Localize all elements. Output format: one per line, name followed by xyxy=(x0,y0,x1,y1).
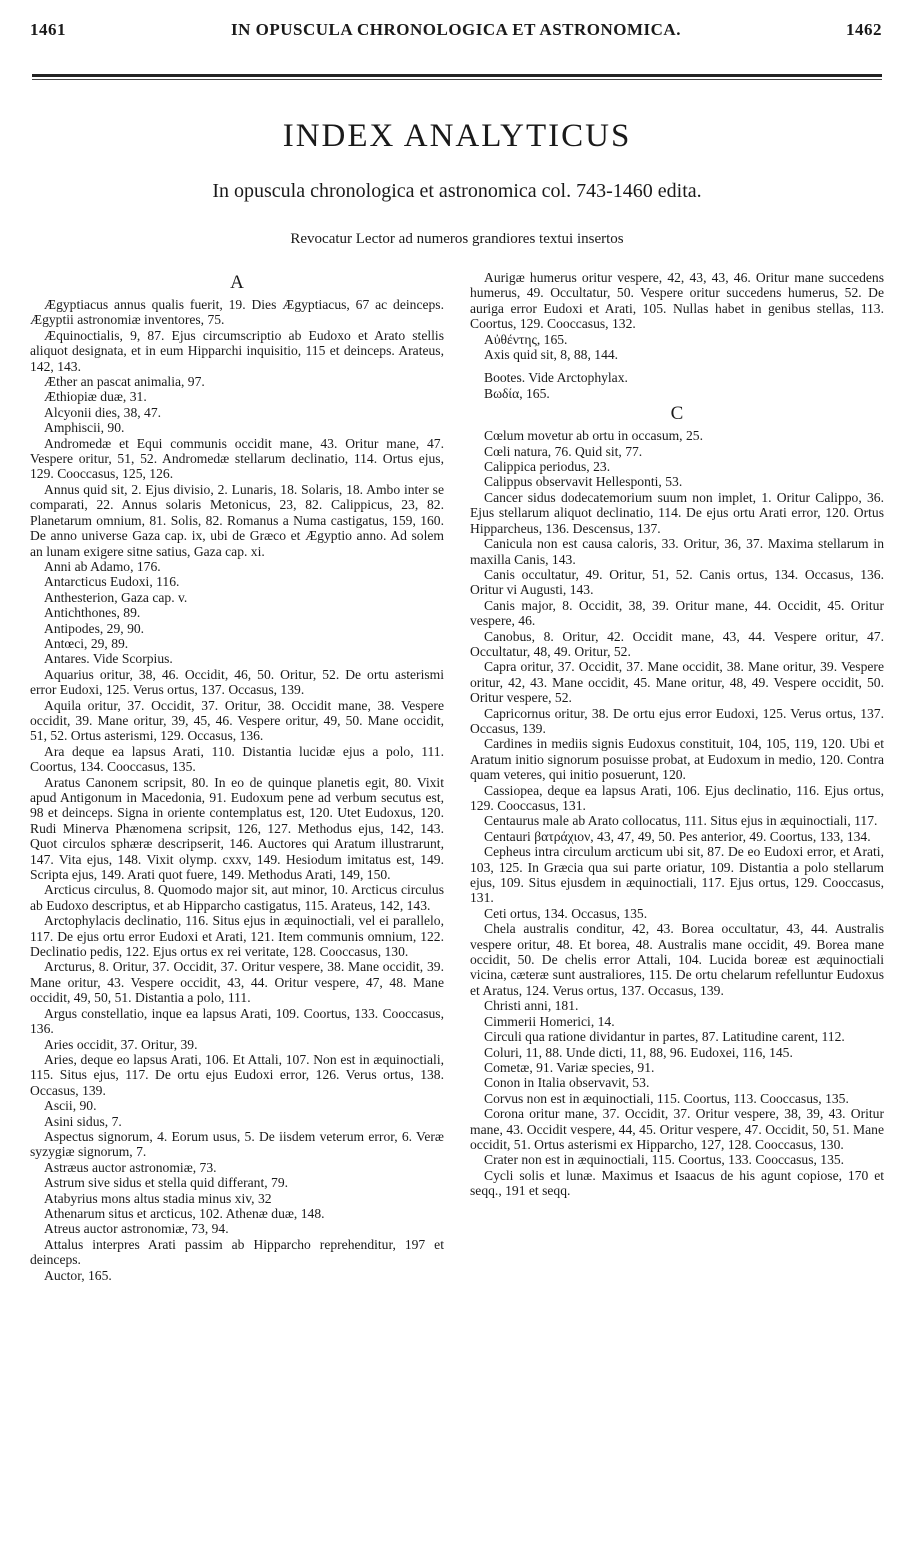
index-entry: Antares. Vide Scorpius. xyxy=(44,651,173,667)
index-entry: Aratus Canonem scripsit, 80. In eo de quinque planetis egit, 80. Vixit apud Antigonum in Macedonia, 91. Eudoxum pene ad verbum secutus est, 98 et deinceps. Signa in oriente contemplatus est, 120. Utet Eudoxus, 120. Rudi Minerva Phænomena scripsit, 126, 127. Methodus ejus, 142, 143. Quot circulos sphæræ descripserit, 146. Auctores qui Aratum illustrarunt, 147. Vita ejus, 148. Vixit olymp. cxxv, 149. Hesiodum imitatus est, 149. Scripta ejus, 149. Arati quot fuere, 149. Methodus Arati, 149, 150. xyxy=(30,774,444,883)
index-entry: Aurigæ humerus oritur vespere, 42, 43, 43, 46. Oritur mane succedens humerus, 49. Occultatur, 50. Vespere oritur succedens humerus, 52. De auriga error Eudoxi et Arati, 105. Nullas habet in genibus stellas, 113. Coortus, 129. Cooccasus, 132. xyxy=(470,270,884,332)
index-entry: Chela australis conditur, 42, 43. Borea occultatur, 43, 44. Australis vespere oritur, 48. Et borea, 48. Australis mane occidit, 49. Borea mane occidit, 50. De chelis error Attali, 104. Lucida boreæ est æquinoctiali vicina, cæteræ sunt australiores, 115. De ortu chelarum refelluntur Eudoxus et Aratus, 124. Verus ortus, 137. Occasus, 139. xyxy=(470,921,884,998)
index-entry: Coluri, 11, 88. Unde dicti, 11, 88, 96. Eudoxei, 116, 145. xyxy=(484,1044,793,1060)
index-entry: Atabyrius mons altus stadia minus xiv, 32 xyxy=(44,1190,272,1206)
column-number-left: 1461 xyxy=(30,20,66,39)
header-rule-thin xyxy=(32,79,882,80)
index-column-right xyxy=(470,270,884,1540)
entry-list-c xyxy=(470,428,884,1198)
entry-list-b xyxy=(470,370,884,401)
index-entry: Cimmerii Homerici, 14. xyxy=(484,1013,615,1029)
index-entry: Conon in Italia observavit, 53. xyxy=(484,1075,650,1091)
section-letter-a: A xyxy=(230,272,244,293)
index-entry: Βωδία, 165. xyxy=(484,385,550,401)
index-entry: Canicula non est causa caloris, 33. Oritur, 36, 37. Maxima stellarum in maxilla Canis, 143. xyxy=(470,536,884,567)
index-entry: Atreus auctor astronomiæ, 73, 94. xyxy=(44,1221,229,1237)
index-entry: Calippus observavit Hellesponti, 53. xyxy=(484,474,683,490)
index-entry: Capricornus oritur, 38. De ortu ejus error Eudoxi, 125. Verus ortus, 137. Occasus, 139. xyxy=(470,705,884,736)
running-title: IN OPUSCULA CHRONOLOGICA ET ASTRONOMICA. xyxy=(231,20,681,39)
index-entry: Ceti ortus, 134. Occasus, 135. xyxy=(484,905,648,921)
index-entry: Astrum sive sidus et stella quid differant, 79. xyxy=(44,1175,289,1191)
index-entry: Centaurus male ab Arato collocatus, 111. Situs ejus in æquinoctiali, 117. xyxy=(484,813,878,829)
index-entry: Aries occidit, 37. Oritur, 39. xyxy=(44,1036,198,1052)
index-entry: Cassiopea, deque ea lapsus Arati, 106. Ejus declinatio, 116. Ejus ortus, 129. Cooccasus, 131. xyxy=(470,782,884,813)
index-entry: Circuli qua ratione dividantur in partes, 87. Latitudine carent, 112. xyxy=(484,1029,845,1045)
index-entry: Arcturus, 8. Oritur, 37. Occidit, 37. Oritur vespere, 38. Mane occidit, 39. Mane oritur, 43. Vespere occidit, 43, 44. Oritur vespere, 47, 48. Mane occidit, 49, 50, 51. Distantia a polo, 111. xyxy=(30,959,444,1006)
index-entry: Argus constellatio, inque ea lapsus Arati, 109. Coortus, 133. Cooccasus, 136. xyxy=(30,1005,444,1037)
index-entry: Cardines in mediis signis Eudoxus constituit, 104, 105, 119, 120. Ubi et Aratum initio signorum posuisse probat, at Eudoxum in medio, 120. Contra quam veteres, qui initio posuerunt, 120. xyxy=(470,736,884,783)
index-entry: Cepheus intra circulum arcticum ubi sit, 87. De eo Eudoxi error, et Arati, 103, 125. In Græcia qua sui parte oriatur, 109. Distantia a polo stellarum ejus, 109. Situs ejusdem in æquinoctiali, 117. Ejus ortus, 129. Cooccasus, 131. xyxy=(470,844,884,906)
index-entry: Anni ab Adamo, 176. xyxy=(44,558,161,574)
index-entry: Æthiopiæ duæ, 31. xyxy=(44,389,147,405)
index-entry: Æquinoctialis, 9, 87. Ejus circumscriptio ab Eudoxo et Arato stellis aliquot designata, et in eum Hipparchi inquisitio, 115 et deinceps. Arateus, 142, 143. xyxy=(30,327,444,374)
index-entry: Arcticus circulus, 8. Quomodo major sit, aut minor, 10. Arcticus circulus ab Eudoxo descriptus, et ab Hipparcho castigatus, 115. Arateus, 142, 143. xyxy=(30,882,444,913)
index-entry: Canobus, 8. Oritur, 42. Occidit mane, 43, 44. Vespere oritur, 47. Occultatur, 48, 49. Oritur, 52. xyxy=(470,628,884,659)
index-entry: Canis major, 8. Occidit, 38, 39. Oritur mane, 44. Occidit, 45. Oritur vespere, 46. xyxy=(470,597,884,629)
reader-note: Revocatur Lector ad numeros grandiores textui insertos xyxy=(290,231,624,247)
index-entry: Athenarum situs et arcticus, 102. Athenæ duæ, 148. xyxy=(44,1205,325,1221)
index-entry: Bootes. Vide Arctophylax. xyxy=(484,370,628,386)
index-entry: Christi anni, 181. xyxy=(484,998,579,1014)
index-entry: Cometæ, 91. Variæ species, 91. xyxy=(484,1059,655,1075)
index-entry: Annus quid sit, 2. Ejus divisio, 2. Lunaris, 18. Solaris, 18. Ambo inter se comparati, 22. Annus solaris Metonicus, 23, 82. Calippicus, 23, 82. Planetarum omnium, 81. Solis, 82. Romanus a Numa castigatus, 159, 160. De anno universe Gaza cap. ix, ubi de Græco et Ægyptio anno. Ad solem an lunam exigere sitne satius, Gaza cap. xi. xyxy=(30,481,444,559)
index-entry: Asini sidus, 7. xyxy=(44,1113,122,1129)
page-title: INDEX ANALYTICUS xyxy=(282,118,632,154)
index-entry: Anthesterion, Gaza cap. v. xyxy=(44,589,188,605)
index-entry: Canis occultatur, 49. Oritur, 51, 52. Canis ortus, 134. Occasus, 136. Oritur vi Augusti, 143. xyxy=(470,566,884,598)
index-entry: Æther an pascat animalia, 97. xyxy=(44,374,205,390)
index-entry: Ægyptiacus annus qualis fuerit, 19. Dies Ægyptiacus, 67 ac deinceps. Ægyptii astronomiæ inventores, 75. xyxy=(30,297,444,328)
index-entry: Capra oritur, 37. Occidit, 37. Mane occidit, 38. Mane oritur, 39. Vespere oritur, 42, 43. Mane occidit, 45. Mane oritur, 48, 49. Vespere occidit, 50. Oritur vespere, 52. xyxy=(470,659,884,706)
index-entry: Antichthones, 89. xyxy=(44,605,141,621)
running-head xyxy=(30,20,882,44)
section-letter-c: C xyxy=(670,403,684,425)
index-entry: Corvus non est in æquinoctiali, 115. Coortus, 113. Cooccasus, 135. xyxy=(484,1090,849,1106)
index-entry: Cycli solis et lunæ. Maximus et Isaacus de his agunt copiose, 170 et seqq., 191 et seqq. xyxy=(470,1167,884,1199)
index-entry: Auctor, 165. xyxy=(44,1267,112,1283)
index-entry: Cancer sidus dodecatemorium suum non implet, 1. Oritur Calippo, 36. Ejus stellarum aliquot declinatio, 114. De ejus ortu Arati error, 120. Ortus Hipparcheus, 136. Descensus, 137. xyxy=(470,489,884,536)
index-entry: Corona oritur mane, 37. Occidit, 37. Oritur vespere, 38, 39, 43. Oritur mane, 43. Occidit vespere, 44, 45. Oritur vespere, 47. Occidit, 50, 51. Mane occidit, 51. Ortus asterismi ex Hipparcho, 127, 128. Cooccasus, 130. xyxy=(470,1106,884,1152)
index-column-left xyxy=(30,270,444,1540)
index-entry: Cœli natura, 76. Quid sit, 77. xyxy=(484,443,643,459)
index-entry: Aries, deque eo lapsus Arati, 106. Et Attali, 107. Non est in æquinoctiali, 115. Situs ejus, 117. De ortu ejus Eudoxi error, 126. Verus ortus, 138. Occasus, 139. xyxy=(30,1051,444,1098)
index-entry: Crater non est in æquinoctiali, 115. Coortus, 133. Cooccasus, 135. xyxy=(484,1152,845,1168)
header-rule-thick xyxy=(32,74,882,77)
index-entry: Axis quid sit, 8, 88, 144. xyxy=(484,347,619,363)
index-entry: Ascii, 90. xyxy=(44,1098,97,1114)
page-subtitle: In opuscula chronologica et astronomica col. 743-1460 edita. xyxy=(212,180,702,202)
column-number-right: 1462 xyxy=(846,20,882,39)
entry-list-a xyxy=(30,297,444,1283)
index-entry: Aquila oritur, 37. Occidit, 37. Oritur, 38. Occidit mane, 38. Vespere occidit, 39. Mane oritur, 39, 45, 46. Vespere oritur, 49, 50. Mane occidit, 51, 52. Ortus asterismi, 129. Occasus, 136. xyxy=(30,697,444,744)
index-entry: Aspectus signorum, 4. Eorum usus, 5. De iisdem veterum error, 6. Veræ syzygiæ signorum, 7. xyxy=(30,1128,444,1160)
index-entry: Andromedæ et Equi communis occidit mane, 43. Oritur mane, 47. Vespere oritur, 51, 52. Andromedæ stellarum declinatio, 114. Ortus ejus, 129. Cooccasus, 125, 126. xyxy=(30,435,444,482)
index-entry: Antarcticus Eudoxi, 116. xyxy=(44,574,180,590)
index-entry: Αὐθέντης, 165. xyxy=(484,331,568,347)
index-entry: Centauri βατράχιον, 43, 47, 49, 50. Pes anterior, 49. Coortus, 133, 134. xyxy=(484,828,871,844)
index-entry: Antipodes, 29, 90. xyxy=(44,620,145,636)
index-entry: Antœci, 29, 89. xyxy=(44,635,129,651)
index-entry: Cœlum movetur ab ortu in occasum, 25. xyxy=(484,428,703,444)
index-entry: Amphiscii, 90. xyxy=(44,420,125,436)
index-entry: Ara deque ea lapsus Arati, 110. Distantia lucidæ ejus a polo, 111. Coortus, 134. Cooccasus, 135. xyxy=(30,743,444,775)
index-entry: Astræus auctor astronomiæ, 73. xyxy=(44,1159,217,1175)
entry-list-a-continued xyxy=(470,270,884,362)
index-entry: Arctophylacis declinatio, 116. Situs ejus in æquinoctiali, vel ei parallelo, 117. De ejus ortu error Eudoxi et Arati, 121. Item communis omnium, 122. Declinatio pedis, 122. Ejus ortus ex rei veritate, 128. Cooccasus, 130. xyxy=(30,913,444,960)
index-entry: Attalus interpres Arati passim ab Hipparcho reprehenditur, 197 et deinceps. xyxy=(30,1236,444,1268)
index-entry: Calippica periodus, 23. xyxy=(484,459,611,475)
index-entry: Alcyonii dies, 38, 47. xyxy=(44,404,162,420)
index-entry: Aquarius oritur, 38, 46. Occidit, 46, 50. Oritur, 52. De ortu asterismi error Eudoxi, 125. Verus ortus, 137. Occasus, 139. xyxy=(30,666,444,698)
